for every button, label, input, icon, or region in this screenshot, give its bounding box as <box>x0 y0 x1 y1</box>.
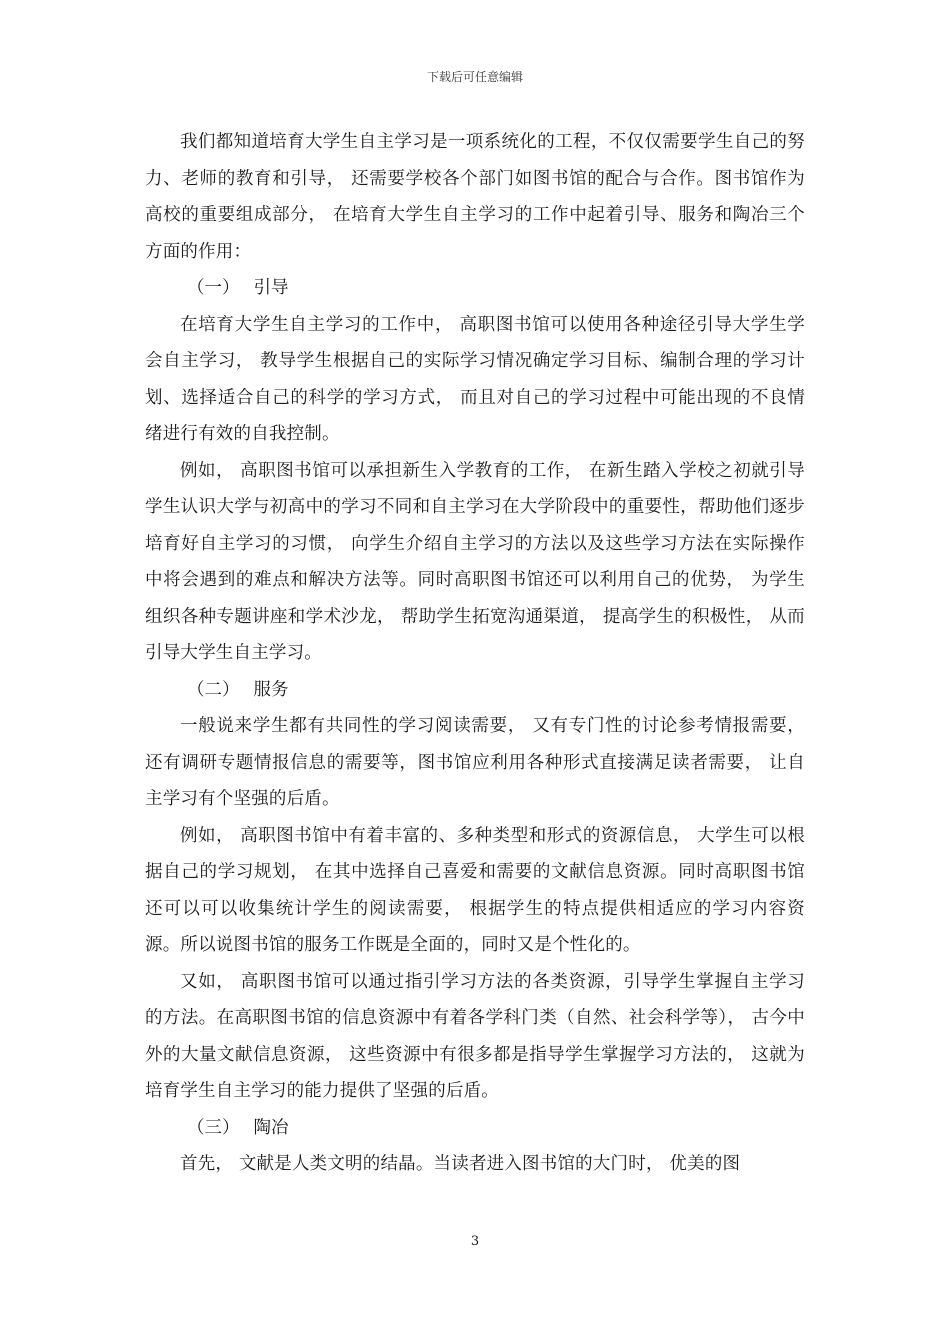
section-title: 服务 <box>253 679 289 700</box>
section-heading <box>145 270 805 307</box>
section-heading <box>145 672 805 709</box>
paragraph: 首先， 文献是人类文明的结晶。当读者进入图书馆的大门时， 优美的图 <box>180 1154 741 1174</box>
page-number: 3 <box>470 1234 480 1249</box>
page-header: 下载后可任意编辑 <box>426 70 523 84</box>
paragraph: 又如， 高职图书馆可以通过指引学习方法的各类资源，引导学生掌握自主学习的方法。在高职图书馆的信息资源中有着各学科门类（自然、社会科学等）， 古今中外的大量文献信息资源， 这些资源中有很多都是指导学生掌握学习方法的， 这就为培育学生自主学习的能力提供了坚强的后盾。 <box>145 971 805 1101</box>
paragraph: 例如， 高职图书馆中有着丰富的、多种类型和形式的资源信息， 大学生可以根据自己的学习规划， 在其中选择自己喜爱和需要的文献信息资源。同时高职图书馆还可以可以收集统计学生的阅读需要， 根据学生的特点提供相适应的学习内容资源。所以说图书馆的服务工作既是全面的，同时又是个性化的。 <box>145 825 805 955</box>
section-number: （二） <box>187 679 240 700</box>
section-title: 引导 <box>253 278 289 298</box>
document-body <box>145 124 805 1183</box>
paragraph: 例如， 高职图书馆可以承担新生入学教育的工作， 在新生踏入学校之初就引导学生认识大学与初高中的学习不同和自主学习在大学阶段中的重要性，帮助他们逐步培育好自主学习的习惯， 向学生介绍自主学习的方法以及这些学习方法在实际操作中将会遇到的难点和解决方法等。同时高职图书馆还可以利用自己的优势， 为学生组织各种专题讲座和学术沙龙， 帮助学生拓宽沟通渠道， 提高学生的积极性， 从而引导大学生自主学习。 <box>145 460 805 663</box>
section-heading <box>145 1110 805 1147</box>
section-number: （一） <box>187 278 240 298</box>
section-number: （三） <box>187 1117 240 1138</box>
paragraph: 在培育大学生自主学习的工作中， 高职图书馆可以使用各种途径引导大学生学会自主学习， 教导学生根据自己的实际学习情况确定学习目标、编制合理的学习计划、选择适合自己的科学的学习方式， 而且对自己的学习过程中可能出现的不良情绪进行有效的自我控制。 <box>145 314 805 444</box>
paragraph: 我们都知道培育大学生自主学习是一项系统化的工程，不仅仅需要学生自己的努力、老师的教育和引导， 还需要学校各个部门如图书馆的配合与合作。图书馆作为高校的重要组成部分， 在培育大学生自主学习的工作中起着引导、服务和陶冶三个方面的作用： <box>145 132 805 262</box>
paragraph: 一般说来学生都有共同性的学习阅读需要， 又有专门性的讨论参考情报需要， 还有调研专题情报信息的需要等，图书馆应利用各种形式直接满足读者需要， 让自主学习有个坚强的后盾。 <box>145 716 805 809</box>
section-title: 陶冶 <box>253 1117 289 1138</box>
